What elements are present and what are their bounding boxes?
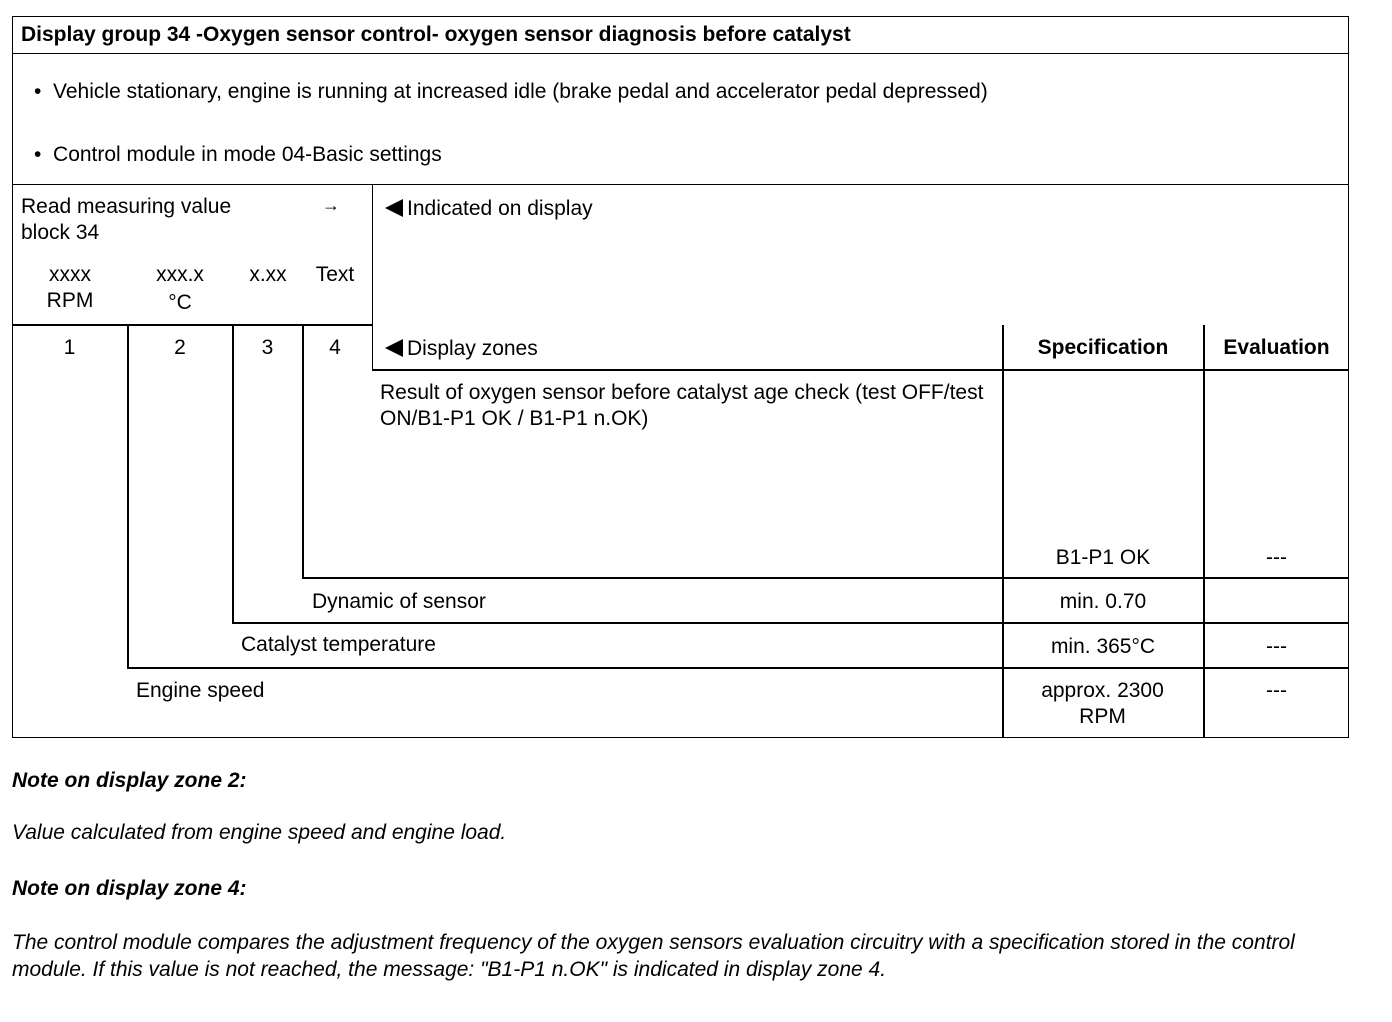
zone-line-3 — [302, 325, 304, 578]
condition-item: • Vehicle stationary, engine is running at increased idle (brake pedal and accelerator pedal depressed) — [34, 80, 988, 103]
row-desc: Dynamic of sensor — [312, 590, 486, 613]
row-spec: min. 365°C — [1050, 635, 1156, 658]
display-zones-text: Display zones — [407, 337, 538, 360]
row-spec: min. 0.70 — [1059, 590, 1147, 613]
zone-line-2 — [232, 325, 234, 623]
divider — [12, 184, 1349, 185]
row-desc: Catalyst temperature — [241, 633, 436, 656]
table-border — [1348, 16, 1349, 738]
zone-number: 4 — [329, 336, 341, 359]
read-block-label: Read measuring value — [21, 195, 232, 218]
divider — [12, 324, 372, 326]
zone-line-1 — [127, 325, 129, 668]
row-eval: --- — [1266, 679, 1287, 702]
indicated-label — [385, 196, 593, 222]
note-heading: Note on display zone 2: — [12, 769, 247, 792]
read-block-label: block 34 — [21, 221, 100, 244]
table-border — [12, 16, 13, 738]
page-title: Display group 34 -Oxygen sensor control- oxygen sensor diagnosis before catalyst — [21, 23, 851, 46]
eval-header: Evaluation — [1223, 336, 1330, 359]
spec-header: Specification — [1037, 336, 1169, 359]
display-zones-label — [385, 336, 538, 362]
divider — [302, 577, 1349, 579]
table-border — [12, 737, 1349, 738]
zone-number: 2 — [174, 336, 186, 359]
row-desc: Result of oxygen sensor before catalyst age check (test OFF/test ON/B1-P1 OK / B1-P1 n.OK) — [380, 381, 984, 430]
condition-text: Control module in mode 04-Basic settings — [53, 143, 442, 166]
divider — [127, 667, 1349, 669]
zone-number: 3 — [261, 336, 274, 359]
condition-item: • Control module in mode 04-Basic settings — [34, 143, 442, 166]
triangle-left-icon — [385, 199, 403, 217]
zone-number: 1 — [63, 336, 76, 359]
indicated-text: Indicated on display — [407, 197, 593, 220]
row-desc: Engine speed — [136, 679, 265, 702]
format-value: Text — [315, 263, 355, 286]
arrow-right-icon: → — [322, 195, 340, 215]
note-text: The control module compares the adjustment frequency of the oxygen sensors evaluation circuitry with a specification stored in the control module. If this value is not reached, the message: "B1-P1 n.OK" is indicated in display zone 4. — [12, 931, 1295, 981]
format-value: xxx.x — [156, 263, 204, 286]
row-spec: approx. 2300 RPM — [1041, 679, 1164, 728]
row-spec: B1-P1 OK — [1055, 546, 1151, 569]
note-text: Value calculated from engine speed and engine load. — [12, 821, 507, 844]
table-border — [12, 16, 1349, 17]
format-value: x.xx — [249, 263, 287, 286]
format-unit: RPM — [46, 289, 94, 312]
condition-text: Vehicle stationary, engine is running at increased idle (brake pedal and accelerator pedal depressed) — [53, 80, 988, 103]
format-value: xxxx — [49, 263, 91, 286]
row-eval: --- — [1266, 635, 1287, 658]
divider — [1203, 325, 1205, 738]
divider — [12, 53, 1349, 54]
format-unit: °C — [168, 291, 192, 314]
note-heading: Note on display zone 4: — [12, 877, 247, 900]
row-eval: --- — [1266, 546, 1287, 569]
divider — [372, 184, 373, 370]
triangle-left-icon — [385, 339, 403, 357]
divider — [232, 622, 1349, 624]
divider — [1002, 325, 1004, 738]
